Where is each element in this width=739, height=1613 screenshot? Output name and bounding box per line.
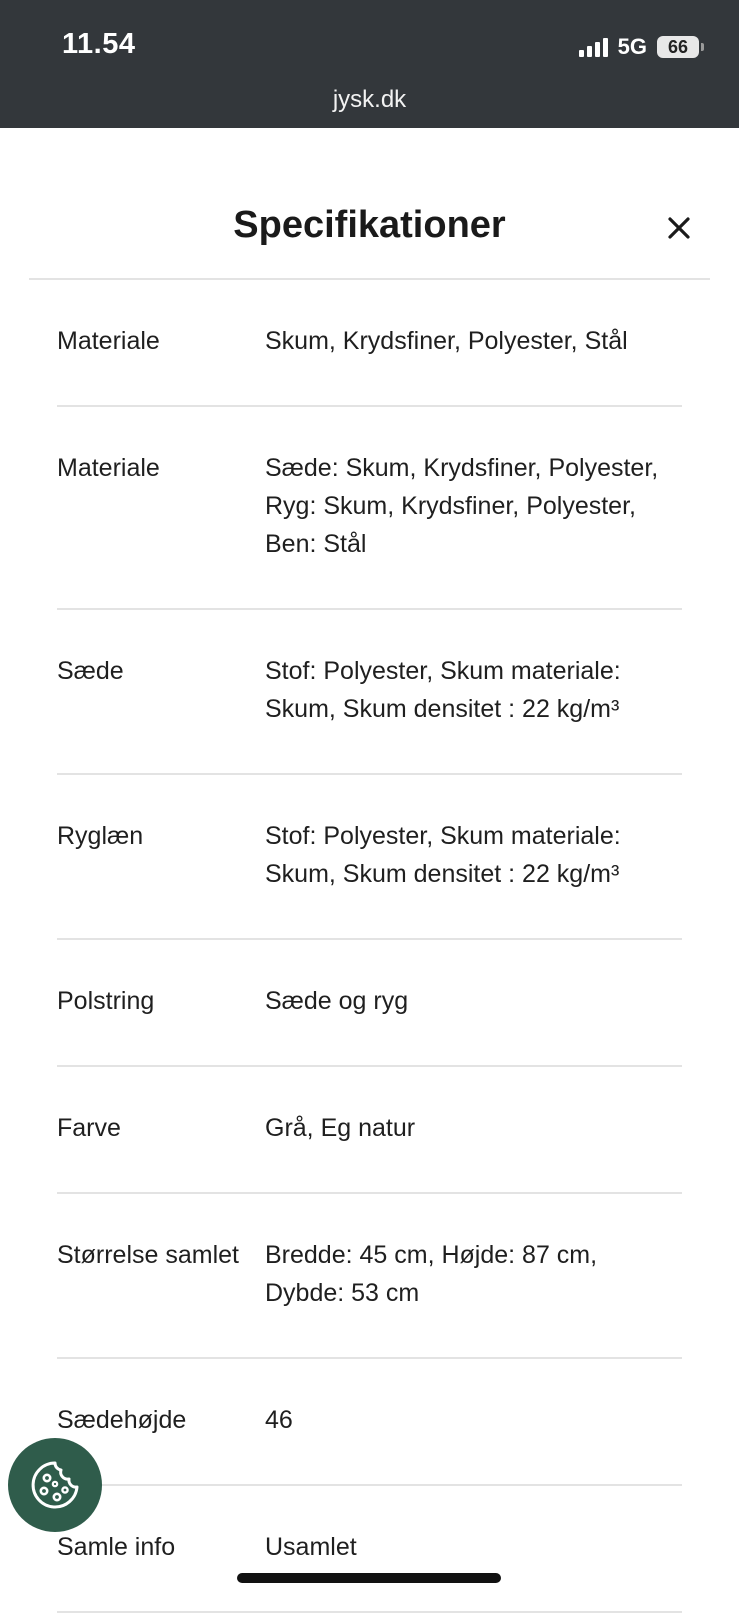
close-icon xyxy=(668,217,690,239)
spec-value: Sæde og ryg xyxy=(265,987,409,1015)
spec-row-saede xyxy=(57,610,682,775)
spec-label: Farve xyxy=(57,1114,121,1142)
spec-list xyxy=(57,280,682,1613)
url-bar[interactable]: jysk.dk xyxy=(332,86,407,113)
spec-value: Stof: Polyester, Skum materiale: Skum, Skum densitet : 22 kg/m³ xyxy=(265,657,621,723)
spec-row-saedehoejde xyxy=(57,1359,682,1486)
battery-icon: 66 xyxy=(657,36,699,58)
spec-label: Materiale xyxy=(57,327,160,355)
status-bar xyxy=(0,0,739,128)
spec-label: Materiale xyxy=(57,454,160,482)
spec-label: Sæde xyxy=(57,657,124,685)
spec-label: Sædehøjde xyxy=(57,1406,187,1434)
spec-label: Størrelse samlet xyxy=(57,1241,239,1269)
spec-row-samle-info xyxy=(57,1486,682,1613)
cookie-settings-button[interactable] xyxy=(8,1438,102,1532)
spec-value: Grå, Eg natur xyxy=(265,1114,416,1142)
close-button[interactable] xyxy=(659,208,699,248)
status-icons xyxy=(579,34,699,60)
spec-value: Sæde: Skum, Krydsfiner, Polyester, Ryg: Skum, Krydsfiner, Polyester, Ben: Stål xyxy=(265,454,659,558)
cookie-icon xyxy=(27,1457,83,1513)
spec-value: 46 xyxy=(265,1406,293,1434)
sheet-title: Specifikationer xyxy=(233,204,506,246)
spec-value: Usamlet xyxy=(265,1533,357,1561)
spec-row-farve xyxy=(57,1067,682,1194)
sheet-header xyxy=(0,190,739,280)
home-indicator xyxy=(237,1573,501,1583)
spec-value: Stof: Polyester, Skum materiale: Skum, Skum densitet : 22 kg/m³ xyxy=(265,822,621,888)
spec-value: Skum, Krydsfiner, Polyester, Stål xyxy=(265,327,628,355)
spec-value: Bredde: 45 cm, Højde: 87 cm, Dybde: 53 cm xyxy=(265,1241,598,1307)
spec-row-ryglaen xyxy=(57,775,682,940)
spec-label: Samle info xyxy=(57,1533,176,1561)
signal-icon xyxy=(579,37,608,57)
spec-label: Polstring xyxy=(57,987,155,1015)
spec-row-materiale xyxy=(57,280,682,407)
network-label: 5G xyxy=(617,34,647,59)
status-time: 11.54 xyxy=(62,28,136,60)
spec-row-stoerrelse xyxy=(57,1194,682,1359)
spec-row-polstring xyxy=(57,940,682,1067)
spec-label: Ryglæn xyxy=(57,822,144,850)
spec-row-materiale-detail xyxy=(57,407,682,610)
